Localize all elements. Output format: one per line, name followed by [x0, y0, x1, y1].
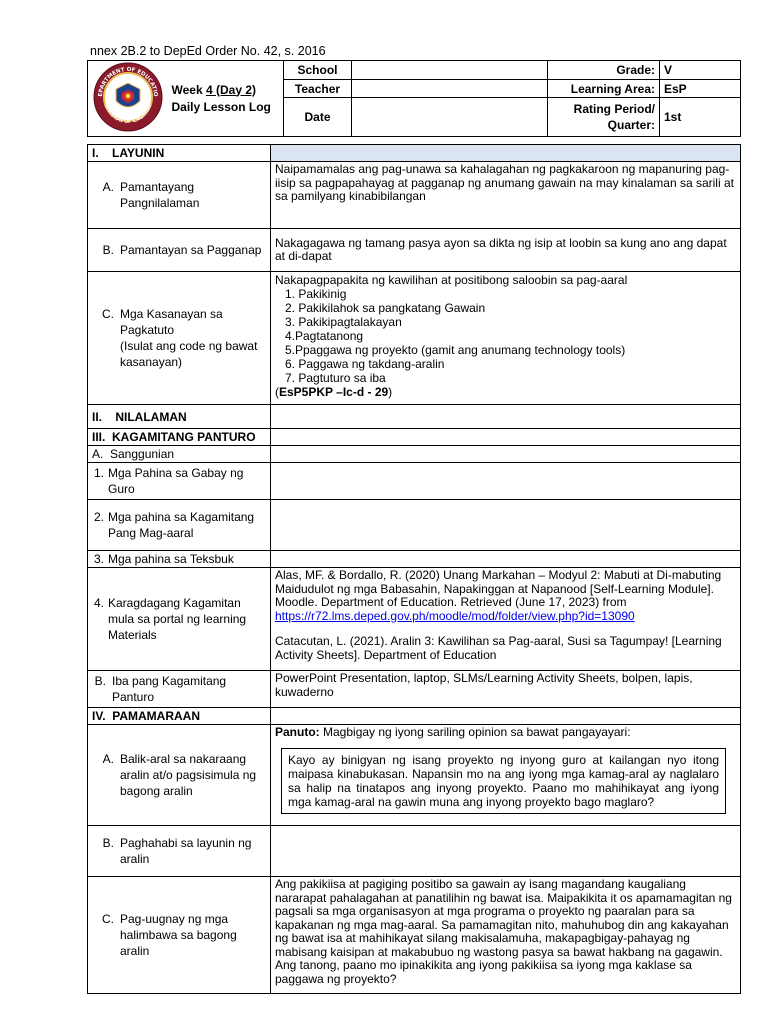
row-pamantayan-sa-pagganap-label: B. Pamantayan sa Pagganap — [88, 229, 271, 272]
date-field[interactable] — [352, 98, 548, 137]
header-table — [87, 60, 741, 137]
kasanayan-intro: Nakapagpapakita ng kawilihan at positibong saloobin sa pag-aaral — [275, 273, 628, 287]
deped-seal-logo — [92, 61, 164, 133]
panuto-line: Panuto: Magbigay ng iyong sariling opinion sa bawat pangayayari: — [275, 725, 631, 739]
row-karagdagang-kagamitan-text — [271, 568, 741, 671]
rating-period-value: 1st — [660, 98, 741, 137]
grade-value: V — [660, 61, 741, 80]
svg-text:DIVISION OF CAGAYAN: DIVISION OF CAGAYAN — [102, 103, 154, 126]
section-kagamitang-panturo: III. KAGAMITANG PANTURO — [88, 429, 271, 446]
teacher-label: Teacher — [284, 79, 352, 98]
row-teksbuk: 3. Mga pahina sa Teksbuk — [88, 551, 271, 568]
logo-cell — [88, 61, 168, 137]
row-pag-uugnay-label: C. Pag-uugnay ng mga halimbawa sa bagong aralin — [88, 877, 271, 994]
kasanayan-item: 2. Pakikilahok sa pangkatang Gawain — [285, 301, 486, 315]
learning-area-value: EsP — [660, 79, 741, 98]
row-sanggunian: A. Sanggunian — [88, 446, 271, 463]
section-nilalaman: II. NILALAMAN — [88, 405, 271, 429]
row-paghahabi-label: B. Paghahabi sa layunin ng aralin — [88, 826, 271, 877]
document-reference: nnex 2B.2 to DepEd Order No. 42, s. 2016 — [90, 44, 326, 58]
row-paghahabi-content — [271, 826, 741, 877]
nilalaman-text — [271, 405, 741, 429]
week-label: Week — [171, 82, 203, 97]
svg-text:DEPARTMENT OF EDUCATION: EPARTMENT OF EDUCATIO — [97, 66, 158, 97]
dll-label: Daily Lesson Log — [171, 99, 271, 114]
row-balik-aral-label: A. Balik-aral sa nakaraang aralin at/o pagsisimula ng bagong aralin — [88, 725, 271, 826]
section-layunin-shade — [271, 145, 741, 162]
lesson-plan-table — [87, 144, 741, 994]
reference-link[interactable]: https://r72.lms.deped.gov.ph/moodle/mod/folder/view.php?id=13090 — [275, 608, 635, 623]
kasanayan-item: 5.Ppaggawa ng proyekto (gamit ang anumang technology tools) — [285, 343, 626, 357]
kasanayan-item: 1. Pakikinig — [285, 287, 347, 301]
row-pamantayang-pangnilalaman-text: Naipamamalas ang pag-unawa sa kahalagahan ng pagkakaroon ng mapanuring pag-iisip sa pagpapahayag at pagganap ng anumang gawain na may kinalaman sa sarili at sa pamilyang kinabibilangan — [271, 162, 741, 229]
week-value: 4 (Day 2) — [205, 82, 257, 97]
row-pamantayan-sa-pagganap-text: Nakagagawa ng tamang pasya ayon sa dikta ng isip at loobin sa kung ano ang dapat at di-dapat — [271, 229, 741, 272]
row-kagamitang-mag-aaral: 2. Mga pahina sa Kagamitang Pang Mag-aaral — [88, 500, 271, 551]
row-pag-uugnay-text: Ang pakikiisa at pagiging positibo sa gawain ay isang magandang kaugaliang nararapat pahalagahan at panatilihin ng bawat isa. Maipakikita it os apamamagitan ng pagsali sa mga organisasyon at mga programa o proyekto ng paaralan para sa kapakanan ng mga mag-aaral. Sa pamamagitan nito, mahuhubog din ang kakayahan ng bawat isa at mahihikayat silang makisalamuha, makapagbigay-pahayag ng mabisang kaisipan at makabubuo ng wastong pasya sa bawat hakbang na gagawin. Ang tanong, paano mo ipinakikita ang iyong pakikiisa sa iyong mga kaklase sa paggawa ng proyekto? — [271, 877, 741, 994]
reference-catacutan: Catacutan, L. (2021). Aralin 3: Kawilihan sa Pag-aaral, Susi sa Tagumpay! [Learning Activity Sheets]. Department of Education — [275, 634, 722, 662]
teacher-field[interactable] — [352, 79, 548, 98]
row-iba-pang-kagamitan-label: B. Iba pang Kagamitang Panturo — [88, 671, 271, 708]
learning-area-label: Learning Area: — [548, 79, 660, 98]
kasanayan-item: 6. Paggawa ng takdang-aralin — [285, 357, 445, 371]
week-cell — [168, 61, 284, 137]
scenario-box: Kayo ay binigyan ng isang proyekto ng inyong guro at kailangan nyo itong maipasa kinabukasan. Napansin mo na ang iyong mga kamag-aral ay naglalaro sa halip na tinatapos ang inyong proyekto. Paano mo mahihikayat ang iyong mga kamag-aral na gawin muna ang inyong proyekto bago maglaro? — [281, 748, 726, 814]
section-pamamaraan: IV. PAMAMARAAN — [88, 708, 271, 725]
reference-alas: Alas, MF. & Bordallo, R. (2020) Unang Markahan – Modyul 2: Mabuti at Di-mabuting Maidudulot ng mga Babasahin, Napakinggan at Napanood [Self-Learning Module]. Moodle. Department of Education. Retrieved (June 17, 2023) from — [275, 568, 722, 609]
row-kasanayan-label: C. Mga Kasanayan sa Pagkatuto (Isulat ang code ng bawat kasanayan) — [88, 272, 271, 405]
kasanayan-item: 4.Pagtatanong — [285, 329, 364, 343]
date-label: Date — [284, 98, 352, 137]
row-kasanayan-text — [271, 272, 741, 405]
row-gabay-ng-guro: 1. Mga Pahina sa Gabay ng Guro — [88, 463, 271, 500]
kasanayan-item: 3. Pakikipagtalakayan — [285, 315, 402, 329]
row-karagdagang-kagamitan-label: 4. Karagdagang Kagamitan mula sa portal ng learning Materials — [88, 568, 271, 671]
kasanayan-item: 7. Pagtuturo sa iba — [285, 371, 386, 385]
row-iba-pang-kagamitan-text: PowerPoint Presentation, laptop, SLMs/Learning Activity Sheets, bolpen, lapis, kuwaderno — [271, 671, 741, 708]
school-label: School — [284, 61, 352, 80]
rating-period-label: Rating Period/ Quarter: — [548, 98, 660, 137]
row-pamantayang-pangnilalaman-label: A. Pamantayang Pangnilalaman — [88, 162, 271, 229]
section-layunin: I. LAYUNIN — [88, 145, 271, 162]
grade-label: Grade: — [548, 61, 660, 80]
row-balik-aral-content — [271, 725, 741, 826]
school-field[interactable] — [352, 61, 548, 80]
competency-code: (EsP5PKP –Ic-d - 29) — [275, 385, 393, 399]
